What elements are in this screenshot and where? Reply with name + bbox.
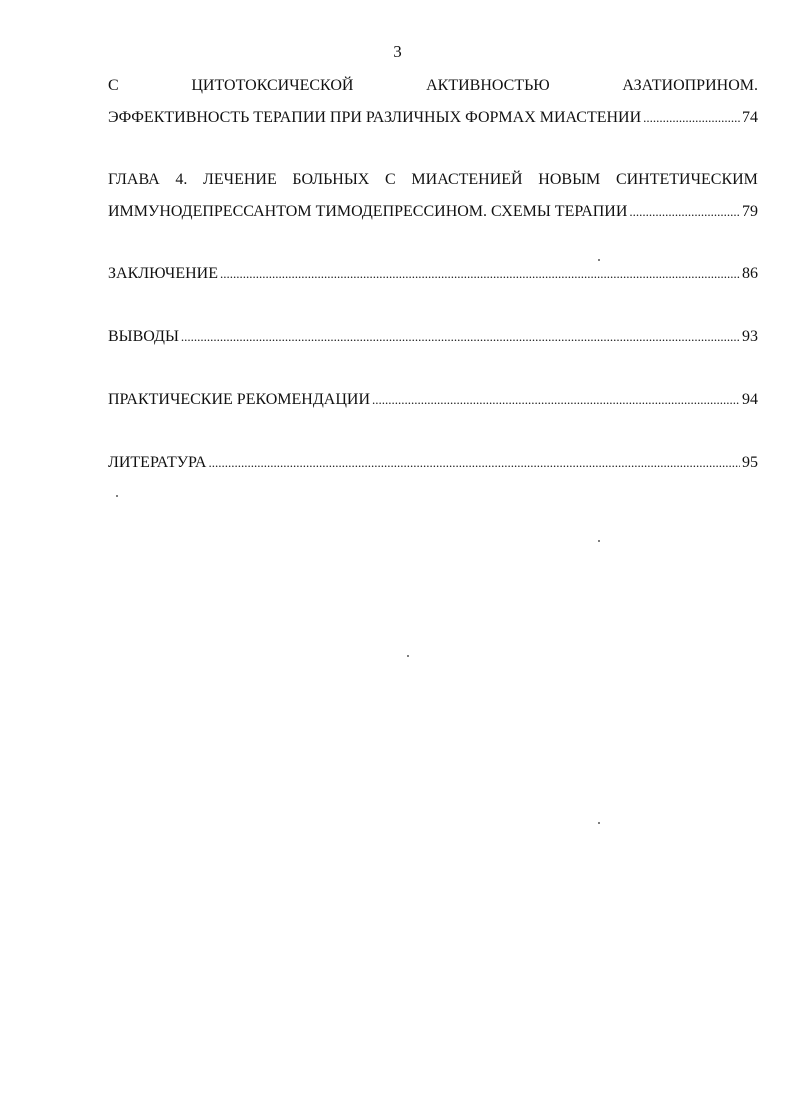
toc-page-number: 74	[742, 109, 758, 126]
page-number: 3	[393, 42, 402, 61]
toc-entry-title: ИММУНОДЕПРЕССАНТОМ ТИМОДЕПРЕССИНОМ. СХЕМЫ ТЕРАПИИ	[108, 203, 628, 220]
scan-speck	[598, 540, 600, 542]
dot-leader	[643, 102, 740, 134]
toc-word: 4.	[175, 171, 188, 188]
toc-entry-line	[108, 196, 758, 228]
dot-leader	[372, 384, 740, 416]
toc-entry-azathioprine	[108, 70, 758, 134]
toc-page-number: 93	[742, 328, 758, 345]
toc-word: СИНТЕТИЧЕСКИМ	[615, 171, 758, 188]
toc-entry-title: ЗАКЛЮЧЕНИЕ	[108, 265, 218, 282]
toc-entry-recommendations	[108, 384, 758, 416]
toc-word: ГЛАВА	[108, 171, 160, 188]
toc-entry-title: ЛИТЕРАТУРА	[108, 454, 207, 471]
toc-entry-line	[108, 102, 758, 134]
dot-leader	[208, 447, 740, 479]
toc-page-number: 94	[742, 391, 758, 408]
toc-entry-title: ВЫВОДЫ	[108, 328, 179, 345]
toc-entry-line	[108, 258, 758, 290]
toc-entry-conclusion	[108, 258, 758, 290]
toc-entry-findings	[108, 321, 758, 353]
toc-entry-title: ПРАКТИЧЕСКИЕ РЕКОМЕНДАЦИИ	[108, 391, 370, 408]
toc-page-number: 95	[742, 454, 758, 471]
toc-entry-title: ЭФФЕКТИВНОСТЬ ТЕРАПИИ ПРИ РАЗЛИЧНЫХ ФОРМАХ МИАСТЕНИИ	[108, 109, 642, 126]
toc-entry-line	[108, 447, 758, 479]
toc-entry-line	[108, 70, 758, 102]
toc-page-number: 79	[742, 203, 758, 220]
toc-word: АКТИВНОСТЬЮ	[426, 77, 550, 94]
scan-speck	[116, 495, 118, 497]
dot-leader	[629, 196, 740, 228]
toc-entry-line	[108, 321, 758, 353]
toc-word: МИАСТЕНИЕЙ	[411, 171, 523, 188]
toc-page-number: 86	[742, 265, 758, 282]
toc-word: ЦИТОТОКСИЧЕСКОЙ	[191, 77, 354, 94]
dot-leader	[220, 258, 740, 290]
toc-entry-line	[108, 164, 758, 196]
dot-leader	[181, 321, 740, 353]
scan-speck	[598, 822, 600, 824]
toc-word: С	[108, 77, 119, 94]
toc-word: НОВЫМ	[538, 171, 601, 188]
toc-entry-literature	[108, 447, 758, 479]
toc-entry-chapter-4	[108, 164, 758, 228]
toc-entry-line	[108, 384, 758, 416]
scan-speck	[598, 259, 600, 261]
toc-word: С	[385, 171, 396, 188]
toc-word: ЛЕЧЕНИЕ	[203, 171, 277, 188]
scan-speck	[407, 655, 409, 657]
toc-word: БОЛЬНЫХ	[292, 171, 370, 188]
toc-word: АЗАТИОПРИНОМ.	[622, 77, 758, 94]
